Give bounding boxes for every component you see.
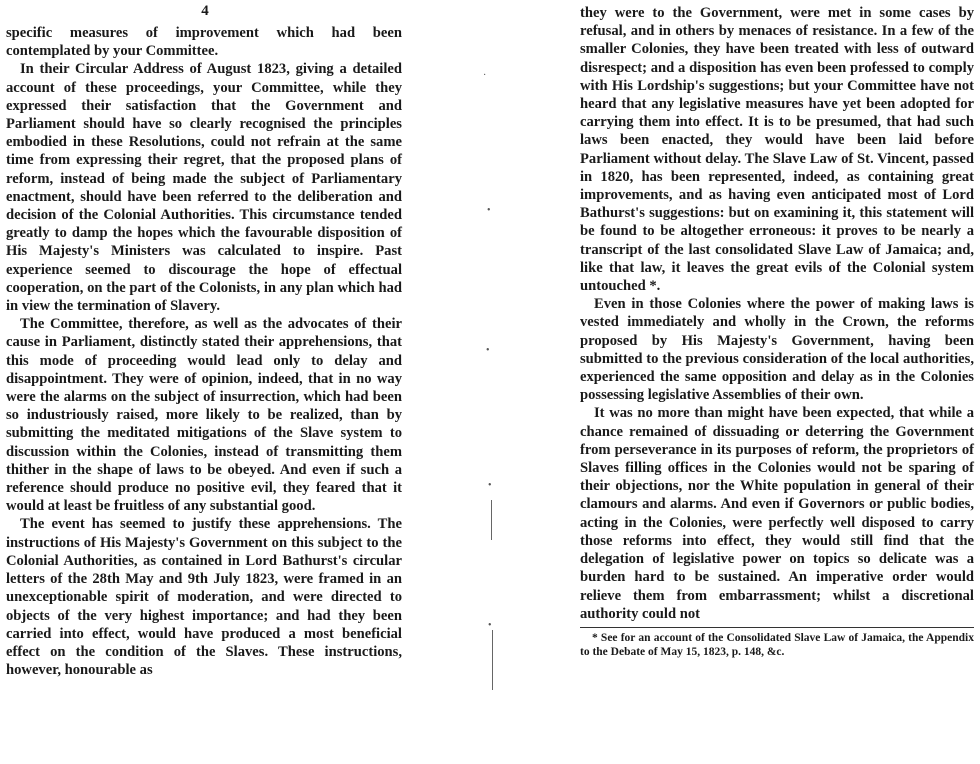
gutter-speck: · [483, 70, 487, 81]
right-page [490, 0, 980, 764]
gutter-speck: • [488, 620, 492, 631]
paragraph: It was no more than might have been expected, that while a chance remained of dissuading or deterring the Government from perseverance in its purposes of reform, the proprietors of Slaves filling offices in the Colonies would not be sparing of their objections, nor the White population in general of their clamours and alarms. And even if Governors or public bodies, acting in the Colonies, were perfectly well disposed to carry those reforms into effect, they would still find that the delegation of legislative power on topics so delicate was a burden hard to be sustained. An imperative order would relieve them from embarrassment; whilst a discretional authority could not [580, 405, 974, 622]
paragraph: In their Circular Address of August 1823, giving a detailed account of these proceedings, your Committee, while they expressed their satisfaction that the Government and Parliament should have so clearly recognised the principles embodied in these Resolutions, could not refrain at the same time from expressing their regret, that the proposed plans of reform, instead of being made the subject of Parliamentary enactment, should have been referred to the deliberation and decision of the Colonial Authorities. This circumstance tended greatly to damp the hopes which the favourable disposition of His Majesty's Ministers was calculated to inspire. Past experience seemed to discourage the hope of effectual cooperation, on the part of the Colonists, in any plan which had in view the termination of Slavery. [6, 61, 402, 315]
gutter-speck: • [487, 205, 491, 216]
gutter-speck: • [486, 345, 490, 356]
paragraph: The Committee, therefore, as well as the advocates of their cause in Parliament, distinctly stated their apprehensions, that this mode of proceeding would lead only to delay and disappointment. They were of opinion, indeed, that in no way were the alarms on the subject of insurrection, which had been so industriously raised, more likely to be realized, than by submitting the meditated mitigations of the Slave system to discussion within the Colonies, instead of transmitting them thither in the shape of laws to be obeyed. And even if such a reference should produce no positive evil, they feared that it would at least be fruitless of any substantial good. [6, 316, 402, 515]
footnote-divider [580, 627, 974, 628]
right-text-column [580, 4, 974, 660]
paragraph: Even in those Colonies where the power of making laws is vested immediately and wholly in the Crown, the reforms proposed by His Majesty's Government, having been submitted to the previous consideration of the local authorities, experienced the same opposition and delay as in the Colonies possessing legislative Assemblies of their own. [580, 296, 974, 404]
page-number: 4 [201, 3, 209, 19]
footnote: * See for an account of the Consolidated Slave Law of Jamaica, the Appendix to the Debate of May 15, 1823, p. 148, &c. [580, 631, 974, 659]
paragraph: they were to the Government, were met in some cases by refusal, and in others by menaces of resistance. In a few of the smaller Colonies, they have been treated with less of outward disrespect; and a disposition has even been professed to comply with His Lordship's suggestions; but your Committee have not heard that any legislative measures have yet been adopted for carrying them into effect. It is to be presumed, that had such laws been enacted, they would have been laid before Parliament without delay. The Slave Law of St. Vincent, passed in 1820, has been represented, indeed, as containing great improvements, and as having even anticipated most of Lord Bathurst's suggestions: but on examining it, this statement will be found to be altogether erroneous: it proves to be nearly a transcript of the last consolidated Slave Law of Jamaica; and, like that law, it leaves the great evils of the Colonial system untouched *. [580, 5, 974, 295]
paragraph: specific measures of improvement which had been contemplated by your Committee. [6, 25, 402, 60]
paragraph: The event has seemed to justify these apprehensions. The instructions of His Majesty's Government on this subject to the Colonial Authorities, as contained in Lord Bathurst's circular letters of the 28th May and 9th July 1823, were framed in an unexceptionable spirit of moderation, and were directed to objects of the very highest importance; and had they been carried into effect, would have produced a most beneficial effect on the condition of the Slaves. These instructions, however, honourable as [6, 516, 402, 679]
left-text-column [6, 24, 402, 679]
gutter-speck: • [488, 480, 492, 491]
